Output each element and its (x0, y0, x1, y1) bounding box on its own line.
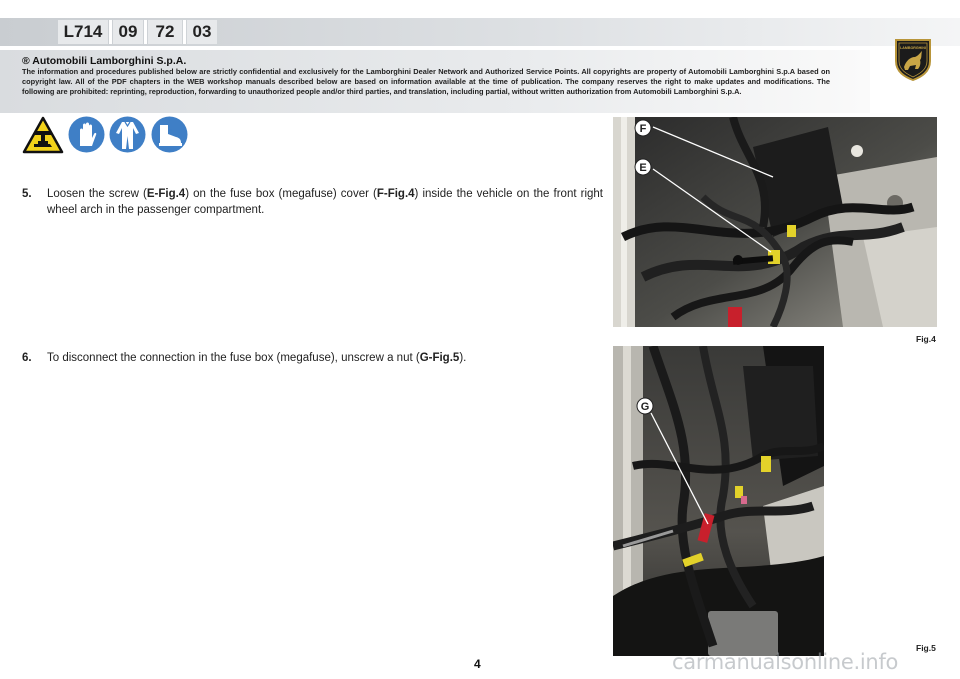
protective-gloves-icon (68, 116, 105, 153)
warning-hand-crush-icon (22, 116, 64, 154)
callout-f: F (639, 123, 647, 135)
header-code-subgroup: 72 (148, 20, 182, 44)
figure-5-photo (613, 346, 824, 656)
header-code-group: 09 (113, 20, 143, 44)
header-separator (109, 20, 112, 44)
header-code-procedure: 03 (187, 20, 217, 44)
copyright-text: The information and procedures published below are strictly confidential and exclusively for the Lamborghini Dealer Network and Authorized Service Points. All copyrights are property of Automobili Lamborghini S.p.A based on copyright law. All of the PDF chapters in the WEB workshop manuals described below are based on information available at the time of publication. The company reserves the right to make updates and modifications. The following are prohibited: reprinting, reproduction, forwarding to unauthorized people and/or third parties, and translation, including partial, without written authorization from Automobili Lamborghini S.p.A. (22, 67, 830, 96)
figure-4-photo (613, 117, 937, 327)
step-text-part: ) on the fuse box (megafuse) cover ( (185, 188, 377, 200)
step-text-part: To disconnect the connection in the fuse box (megafuse), unscrew a nut ( (47, 352, 420, 364)
safety-shoes-icon (151, 116, 188, 153)
figure-5-label: Fig.5 (916, 643, 936, 653)
step-text (47, 350, 603, 366)
figure-4-label: Fig.4 (916, 334, 936, 344)
overalls-icon (109, 116, 146, 153)
step-text-part: ). (459, 352, 467, 364)
step-number: 6. (22, 352, 32, 364)
copyright-title: ® Automobili Lamborghini S.p.A. (22, 55, 187, 67)
header-code-model: L714 (58, 20, 108, 44)
figure-reference: E-Fig.4 (146, 188, 186, 200)
callout-g: G (640, 401, 650, 413)
logo-wordmark: LAMBORGHINI (900, 46, 926, 50)
header-separator (183, 20, 186, 44)
step-6 (22, 350, 602, 368)
step-5 (22, 186, 602, 220)
step-text-part: ) inside the vehicle on the front right wheel arch in the passenger compartment. (47, 188, 603, 216)
figure-reference: G-Fig.5 (419, 352, 460, 364)
lamborghini-logo-icon (893, 37, 933, 81)
step-text-part: Loosen the screw ( (47, 188, 147, 200)
figure-reference: F-Fig.4 (376, 188, 415, 200)
page-number: 4 (474, 657, 481, 671)
callout-e: E (639, 162, 647, 174)
header-separator (144, 20, 147, 44)
watermark: carmanualsonline.info (672, 650, 899, 674)
step-text (47, 186, 603, 218)
step-number: 5. (22, 188, 32, 200)
